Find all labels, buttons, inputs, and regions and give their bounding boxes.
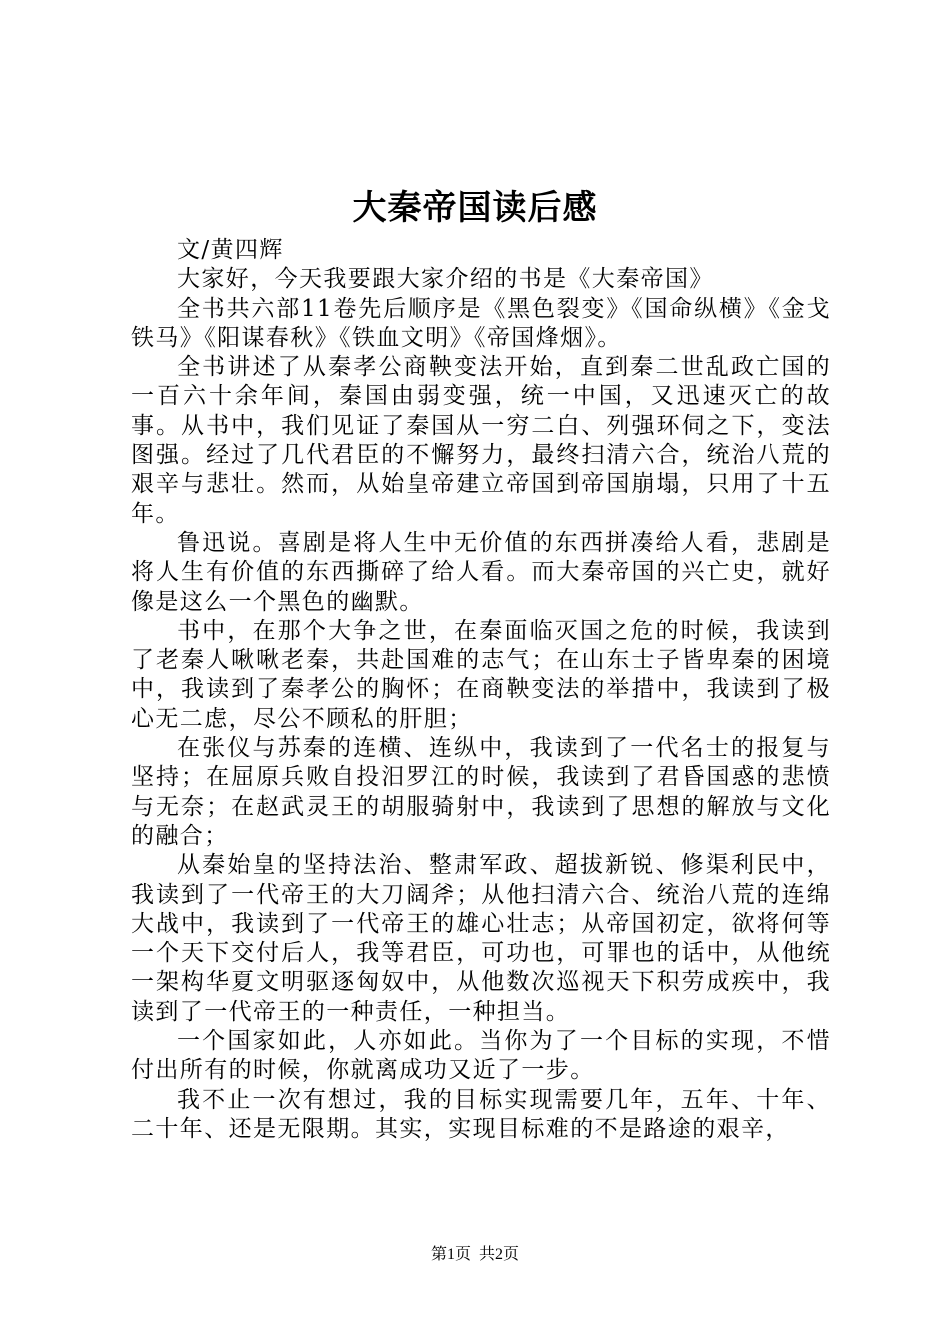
paragraph: 全书讲述了从秦孝公商鞅变法开始，直到秦二世乱政亡国的一百六十余年间，秦国由弱变强，统一中国，又迅速灭亡的故事。从书中，我们见证了秦国从一穷二白、列强环伺之下，变法图强。经过了几代君臣的不懈努力，最终扫清六合，统治八荒的艰辛与悲壮。然而，从始皇帝建立帝国到帝国崩塌，只用了十五年。 [131,354,831,527]
page-total: 共2页 [479,1246,520,1263]
paragraph: 从秦始皇的坚持法治、整肃军政、超拔新锐、修渠利民中，我读到了一代帝王的大刀阔斧；从他扫清六合、统治八荒的连绵大战中，我读到了一代帝王的雄心壮志；从帝国初定，欲将何等一个天下交付后人，我等君臣，可功也，可罪也的话中，从他统一架构华夏文明驱逐匈奴中，从他数次巡视天下积劳成疾中，我读到了一代帝王的一种责任，一种担当。 [131,852,831,1025]
paragraph: 我不止一次有想过，我的目标实现需要几年，五年、十年、二十年、还是无限期。其实，实现目标难的不是路途的艰辛， [131,1086,831,1142]
document-title: 大秦帝国读后感 [352,188,598,228]
paragraph: 一个国家如此，人亦如此。当你为了一个目标的实现，不惜付出所有的时候，你就离成功又近了一步。 [131,1028,831,1084]
page-footer [0,1244,950,1266]
paragraph: 在张仪与苏秦的连横、连纵中，我读到了一代名士的报复与坚持；在屈原兵败自投汨罗江的时候，我读到了君昏国惑的悲愤与无奈；在赵武灵王的胡服骑射中，我读到了思想的解放与文化的融合； [131,735,831,849]
paragraph: 鲁迅说。喜剧是将人生中无价值的东西拼凑给人看，悲剧是将人生有价值的东西撕碎了给人看。而大秦帝国的兴亡史，就好像是这么一个黑色的幽默。 [131,529,831,615]
document-body [131,236,831,1144]
paragraph: 书中，在那个大争之世，在秦面临灭国之危的时候，我读到了老秦人啾啾老秦，共赴国难的志气；在山东士子皆卑秦的困境中，我读到了秦孝公的胸怀；在商鞅变法的举措中，我读到了极心无二虑，尽公不顾私的肝胆； [131,617,831,732]
paragraph: 全书共六部11卷先后顺序是《黑色裂变》《国命纵横》《金戈铁马》《阳谋春秋》《铁血文明》《帝国烽烟》。 [131,295,831,351]
page-number: 第1页 [430,1246,471,1263]
author-line: 文/黄四辉 [177,237,284,263]
paragraph: 大家好，今天我要跟大家介绍的书是《大秦帝国》 [177,266,714,293]
